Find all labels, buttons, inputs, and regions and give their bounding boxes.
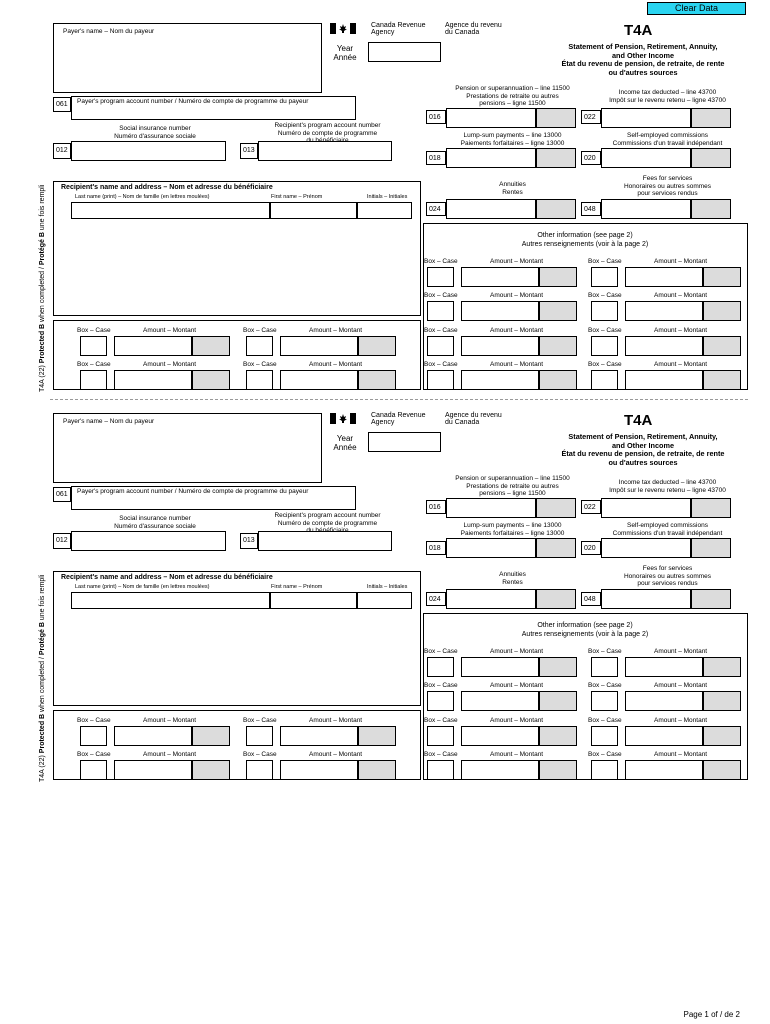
- amount-input[interactable]: [625, 301, 703, 321]
- amount-label: Amount – Montant: [143, 327, 197, 334]
- box-018-code: 018: [426, 541, 446, 555]
- last-name-input[interactable]: [71, 202, 270, 219]
- box-case-label: Box – Case: [424, 682, 458, 689]
- amount-label: Amount – Montant: [490, 648, 544, 655]
- amount-label: Amount – Montant: [490, 717, 544, 724]
- pension-label: Pension or superannuation – line 11500 Prestations de retraite ou autres pensions – ligne 11500: [455, 475, 570, 497]
- box-case-label: Box – Case: [588, 751, 622, 758]
- box-case-label: Box – Case: [424, 361, 458, 368]
- lump-sum-input[interactable]: [446, 148, 536, 168]
- amount-label: Amount – Montant: [490, 327, 544, 334]
- payer-name-label: Payer's name – Nom du payeur: [63, 28, 155, 35]
- box-024-code: 024: [426, 202, 446, 216]
- box-case-input[interactable]: [591, 691, 618, 711]
- box-case-label: Box – Case: [424, 327, 458, 334]
- amount-cents-input[interactable]: [703, 726, 741, 746]
- fees-label: Fees for services Honoraires ou autres sommes pour services rendus: [623, 175, 712, 197]
- lump-sum-input[interactable]: [446, 538, 536, 558]
- self-employed-cents-input[interactable]: [691, 538, 731, 558]
- lump-sum-label: Lump-sum payments – line 13000 Paiements forfaitaires – ligne 13000: [460, 522, 565, 537]
- amount-input[interactable]: [280, 370, 358, 390]
- tax-deducted-input[interactable]: [601, 108, 691, 128]
- amount-cents-input[interactable]: [703, 336, 741, 356]
- box-case-input[interactable]: [427, 760, 454, 780]
- other-info-label: Other information (see page 2) Autres renseignements (voir à la page 2): [521, 622, 649, 638]
- fees-input[interactable]: [601, 199, 691, 219]
- amount-label: Amount – Montant: [654, 751, 708, 758]
- amount-cents-input[interactable]: [539, 760, 577, 780]
- year-input[interactable]: [368, 432, 441, 452]
- pension-cents-input[interactable]: [536, 498, 576, 518]
- amount-input[interactable]: [625, 336, 703, 356]
- last-name-input[interactable]: [71, 592, 270, 609]
- amount-cents-input[interactable]: [539, 336, 577, 356]
- lump-sum-cents-input[interactable]: [536, 148, 576, 168]
- box-022-code: 022: [581, 110, 601, 124]
- agency-en-line1: Canada Revenue: [371, 22, 426, 29]
- amount-cents-input[interactable]: [539, 726, 577, 746]
- amount-input[interactable]: [625, 726, 703, 746]
- amount-cents-input[interactable]: [192, 760, 230, 780]
- address-area[interactable]: [71, 612, 413, 700]
- box-case-input[interactable]: [591, 760, 618, 780]
- annuities-input[interactable]: [446, 199, 536, 219]
- amount-input[interactable]: [114, 760, 192, 780]
- box-case-input[interactable]: [427, 267, 454, 287]
- recipient-account-label: Recipient's program account number Numéro de compte de programme: [274, 122, 381, 137]
- amount-cents-input[interactable]: [539, 301, 577, 321]
- amount-label: Amount – Montant: [490, 258, 544, 265]
- statement-title: Statement of Pension, Retirement, Annuity, and Other Income État du revenu de pension, de retraite, de rente ou d'autres sources: [561, 432, 725, 467]
- amount-label: Amount – Montant: [654, 258, 708, 265]
- amount-label: Amount – Montant: [490, 682, 544, 689]
- annuities-cents-input[interactable]: [536, 199, 576, 219]
- annuities-label: Annuities Rentes: [499, 571, 526, 586]
- pension-input[interactable]: [446, 108, 536, 128]
- initials-input[interactable]: [357, 202, 412, 219]
- box-case-input[interactable]: [427, 726, 454, 746]
- sin-label: Social insurance number Numéro d'assurance sociale: [114, 125, 196, 140]
- annuities-cents-input[interactable]: [536, 589, 576, 609]
- page-number: Page 1 of / de 2: [683, 1010, 740, 1019]
- first-name-label: First name – Prénom: [271, 584, 323, 590]
- amount-input[interactable]: [114, 726, 192, 746]
- amount-label: Amount – Montant: [143, 717, 197, 724]
- amount-label: Amount – Montant: [654, 292, 708, 299]
- recipient-title: Recipient's name and address – Nom et adresse du bénéficiaire: [61, 574, 273, 581]
- year-label: Year Année: [333, 434, 357, 452]
- box-016-code: 016: [426, 500, 446, 514]
- amount-cents-input[interactable]: [358, 726, 396, 746]
- amount-label: Amount – Montant: [490, 292, 544, 299]
- box-case-label: Box – Case: [588, 327, 622, 334]
- amount-input[interactable]: [461, 657, 539, 677]
- amount-cents-input[interactable]: [703, 301, 741, 321]
- amount-input[interactable]: [625, 657, 703, 677]
- form-title: T4A: [624, 22, 653, 39]
- amount-label: Amount – Montant: [309, 751, 363, 758]
- last-name-label: Last name (print) – Nom de famille (en lettres moulées): [75, 194, 210, 200]
- box-061-code: 061: [53, 487, 71, 502]
- box-case-input[interactable]: [246, 726, 273, 746]
- box-case-input[interactable]: [246, 370, 273, 390]
- sin-input[interactable]: [71, 141, 226, 161]
- pension-cents-input[interactable]: [536, 108, 576, 128]
- box-case-input[interactable]: [427, 657, 454, 677]
- first-name-label: First name – Prénom: [271, 194, 323, 200]
- box-case-label: Box – Case: [424, 648, 458, 655]
- form-title: T4A: [624, 412, 653, 429]
- box-case-label: Box – Case: [588, 682, 622, 689]
- box-case-input[interactable]: [591, 336, 618, 356]
- box-case-input[interactable]: [591, 726, 618, 746]
- year-label: Year Année: [333, 44, 357, 62]
- payer-program-account-label: Payer's program account number / Numéro de compte de programme du payeur: [77, 488, 309, 495]
- amount-input[interactable]: [625, 691, 703, 711]
- amount-label: Amount – Montant: [309, 717, 363, 724]
- t4a-slip-bottom: [0, 390, 770, 780]
- agency-fr-line1: Agence du revenu: [445, 22, 502, 29]
- fees-label: Fees for services Honoraires ou autres sommes pour services rendus: [623, 565, 712, 587]
- amount-input[interactable]: [625, 760, 703, 780]
- amount-label: Amount – Montant: [654, 648, 708, 655]
- recipient-account-label: Recipient's program account number Numéro de compte de programme: [274, 512, 381, 527]
- recipient-account-input[interactable]: [258, 141, 392, 161]
- box-case-input[interactable]: [591, 657, 618, 677]
- box-case-label: Box – Case: [77, 751, 111, 758]
- box-case-input[interactable]: [591, 370, 618, 390]
- amount-cents-input[interactable]: [703, 370, 741, 390]
- box-case-label: Box – Case: [424, 258, 458, 265]
- amount-input[interactable]: [625, 370, 703, 390]
- box-case-label: Box – Case: [243, 751, 277, 758]
- amount-label: Amount – Montant: [654, 361, 708, 368]
- box-case-input[interactable]: [246, 336, 273, 356]
- amount-label: Amount – Montant: [309, 327, 363, 334]
- fees-cents-input[interactable]: [691, 199, 731, 219]
- amount-label: Amount – Montant: [309, 361, 363, 368]
- first-name-input[interactable]: [270, 202, 357, 219]
- sin-label: Social insurance number Numéro d'assurance sociale: [114, 515, 196, 530]
- amount-label: Amount – Montant: [143, 361, 197, 368]
- side-label: T4A (22) Protected B when completed / Protégé B une fois rempli: [39, 184, 46, 392]
- amount-label: Amount – Montant: [490, 751, 544, 758]
- box-case-label: Box – Case: [588, 361, 622, 368]
- box-012-code: 012: [53, 533, 71, 549]
- address-area[interactable]: [71, 222, 413, 310]
- tax-deducted-cents-input[interactable]: [691, 498, 731, 518]
- amount-cents-input[interactable]: [539, 657, 577, 677]
- lump-sum-label: Lump-sum payments – line 13000 Paiements forfaitaires – ligne 13000: [460, 132, 565, 147]
- pension-input[interactable]: [446, 498, 536, 518]
- recipient-account-input[interactable]: [258, 531, 392, 551]
- box-case-label: Box – Case: [588, 292, 622, 299]
- box-case-input[interactable]: [427, 370, 454, 390]
- amount-input[interactable]: [461, 370, 539, 390]
- box-case-input[interactable]: [427, 691, 454, 711]
- box-case-label: Box – Case: [77, 327, 111, 334]
- box-case-input[interactable]: [246, 760, 273, 780]
- amount-cents-input[interactable]: [703, 657, 741, 677]
- box-case-input[interactable]: [80, 370, 107, 390]
- amount-input[interactable]: [461, 760, 539, 780]
- box-case-input[interactable]: [427, 336, 454, 356]
- self-employed-input[interactable]: [601, 148, 691, 168]
- box-020-code: 020: [581, 541, 601, 555]
- canada-flag-icon: [330, 413, 356, 424]
- initials-label: Initials – Initiales: [367, 584, 408, 590]
- self-employed-cents-input[interactable]: [691, 148, 731, 168]
- amount-cents-input[interactable]: [539, 691, 577, 711]
- box-case-input[interactable]: [591, 267, 618, 287]
- box-061-code: 061: [53, 97, 71, 112]
- box-case-label: Box – Case: [243, 717, 277, 724]
- box-case-label: Box – Case: [424, 717, 458, 724]
- agency-en-line2: Agency: [371, 29, 395, 36]
- box-case-input[interactable]: [80, 336, 107, 356]
- box-case-label: Box – Case: [424, 292, 458, 299]
- box-case-input[interactable]: [427, 301, 454, 321]
- tax-deducted-label: Income tax deducted – line 43700 Impôt sur le revenu retenu – ligne 43700: [609, 479, 726, 494]
- amount-cents-input[interactable]: [358, 760, 396, 780]
- side-label: T4A (22) Protected B when completed / Protégé B une fois rempli: [39, 574, 46, 782]
- box-case-label: Box – Case: [77, 361, 111, 368]
- box-016-code: 016: [426, 110, 446, 124]
- amount-cents-input[interactable]: [539, 267, 577, 287]
- box-case-label: Box – Case: [243, 327, 277, 334]
- year-input[interactable]: [368, 42, 441, 62]
- amount-label: Amount – Montant: [143, 751, 197, 758]
- box-020-code: 020: [581, 151, 601, 165]
- first-name-input[interactable]: [270, 592, 357, 609]
- amount-cents-input[interactable]: [703, 691, 741, 711]
- box-case-label: Box – Case: [424, 751, 458, 758]
- agency-en-line1: Canada Revenue: [371, 412, 426, 419]
- amount-cents-input[interactable]: [192, 726, 230, 746]
- recipient-title: Recipient's name and address – Nom et adresse du bénéficiaire: [61, 184, 273, 191]
- box-012-code: 012: [53, 143, 71, 159]
- box-048-code: 048: [581, 592, 601, 606]
- box-case-label: Box – Case: [588, 258, 622, 265]
- clear-data-button[interactable]: Clear Data: [647, 2, 746, 15]
- box-case-label: Box – Case: [77, 717, 111, 724]
- tax-deducted-cents-input[interactable]: [691, 108, 731, 128]
- sin-input[interactable]: [71, 531, 226, 551]
- amount-input[interactable]: [625, 267, 703, 287]
- t4a-slip-top: [0, 0, 770, 390]
- box-022-code: 022: [581, 500, 601, 514]
- amount-cents-input[interactable]: [192, 370, 230, 390]
- box-018-code: 018: [426, 151, 446, 165]
- box-013-code: 013: [240, 533, 258, 549]
- payer-name-label: Payer's name – Nom du payeur: [63, 418, 155, 425]
- amount-input[interactable]: [280, 336, 358, 356]
- amount-input[interactable]: [280, 760, 358, 780]
- box-case-input[interactable]: [591, 301, 618, 321]
- box-048-code: 048: [581, 202, 601, 216]
- box-case-input[interactable]: [80, 726, 107, 746]
- box-case-label: Box – Case: [243, 361, 277, 368]
- box-case-input[interactable]: [80, 760, 107, 780]
- amount-cents-input[interactable]: [703, 760, 741, 780]
- amount-input[interactable]: [461, 726, 539, 746]
- amount-input[interactable]: [461, 301, 539, 321]
- amount-cents-input[interactable]: [358, 370, 396, 390]
- statement-title: Statement of Pension, Retirement, Annuity, and Other Income État du revenu de pension, de retraite, de rente ou d'autres sources: [561, 42, 725, 77]
- amount-input[interactable]: [114, 370, 192, 390]
- amount-cents-input[interactable]: [192, 336, 230, 356]
- initials-label: Initials – Initiales: [367, 194, 408, 200]
- tax-deducted-input[interactable]: [601, 498, 691, 518]
- agency-fr-line2: du Canada: [445, 419, 480, 426]
- agency-fr-line2: du Canada: [445, 29, 480, 36]
- tax-deducted-label: Income tax deducted – line 43700 Impôt sur le revenu retenu – ligne 43700: [609, 89, 726, 104]
- annuities-input[interactable]: [446, 589, 536, 609]
- initials-input[interactable]: [357, 592, 412, 609]
- box-013-code: 013: [240, 143, 258, 159]
- self-employed-label: Self-employed commissions Commissions d'un travail indépendant: [612, 132, 723, 147]
- box-case-label: Box – Case: [588, 648, 622, 655]
- self-employed-label: Self-employed commissions Commissions d'un travail indépendant: [612, 522, 723, 537]
- amount-label: Amount – Montant: [654, 327, 708, 334]
- agency-fr-line1: Agence du revenu: [445, 412, 502, 419]
- fees-cents-input[interactable]: [691, 589, 731, 609]
- canada-flag-icon: [330, 23, 356, 34]
- amount-label: Amount – Montant: [654, 717, 708, 724]
- box-024-code: 024: [426, 592, 446, 606]
- other-info-label: Other information (see page 2) Autres renseignements (voir à la page 2): [521, 232, 649, 248]
- amount-input[interactable]: [280, 726, 358, 746]
- last-name-label: Last name (print) – Nom de famille (en lettres moulées): [75, 584, 210, 590]
- amount-cents-input[interactable]: [358, 336, 396, 356]
- amount-label: Amount – Montant: [490, 361, 544, 368]
- amount-input[interactable]: [461, 267, 539, 287]
- amount-label: Amount – Montant: [654, 682, 708, 689]
- amount-input[interactable]: [461, 336, 539, 356]
- annuities-label: Annuities Rentes: [499, 181, 526, 196]
- amount-cents-input[interactable]: [703, 267, 741, 287]
- lump-sum-cents-input[interactable]: [536, 538, 576, 558]
- amount-cents-input[interactable]: [539, 370, 577, 390]
- amount-input[interactable]: [114, 336, 192, 356]
- payer-program-account-label: Payer's program account number / Numéro de compte de programme du payeur: [77, 98, 309, 105]
- self-employed-input[interactable]: [601, 538, 691, 558]
- agency-en-line2: Agency: [371, 419, 395, 426]
- pension-label: Pension or superannuation – line 11500 Prestations de retraite ou autres pensions – ligne 11500: [455, 85, 570, 107]
- fees-input[interactable]: [601, 589, 691, 609]
- amount-input[interactable]: [461, 691, 539, 711]
- box-case-label: Box – Case: [588, 717, 622, 724]
